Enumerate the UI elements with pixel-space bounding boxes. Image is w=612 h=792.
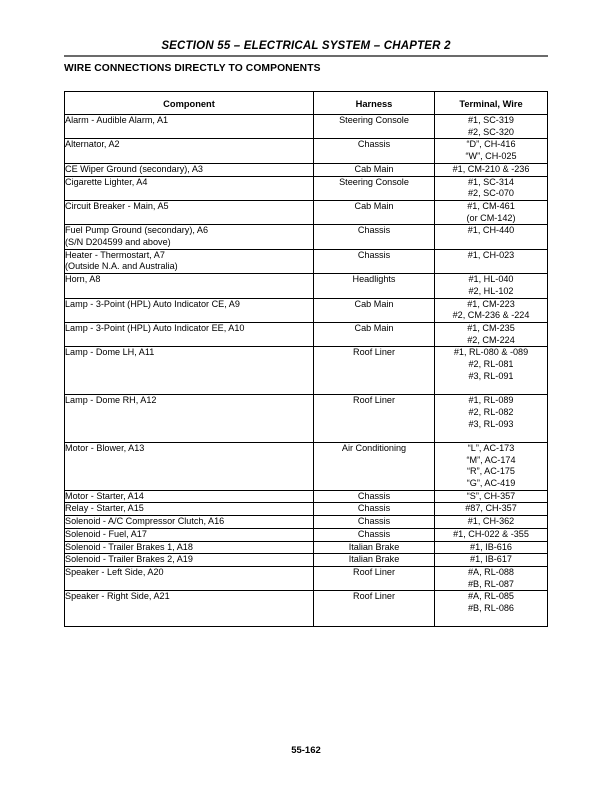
cell-line: #A, RL-085: [467, 591, 514, 602]
table-row: [65, 139, 548, 163]
table-row: [65, 503, 548, 516]
cell-spacer: [65, 419, 313, 431]
cell-component: [65, 274, 314, 298]
cell-component: [65, 115, 314, 139]
cell-harness: [314, 554, 435, 567]
cell-line: Cab Main: [354, 163, 394, 174]
cell-line: Chassis: [357, 490, 391, 501]
cell-component: [65, 541, 314, 554]
cell-spacer: [65, 151, 313, 163]
cell-line: Chassis: [357, 139, 391, 150]
cell-terminal: [435, 490, 548, 503]
cell-line: #1, SC-319: [467, 115, 514, 125]
cell-line: Motor - Starter, A14: [65, 490, 144, 501]
cell-line: Cab Main: [354, 200, 394, 211]
table-row: [65, 347, 548, 395]
cell-line: #B, RL-087: [467, 578, 514, 589]
cell-component: [65, 503, 314, 516]
cell-harness: [314, 591, 435, 627]
cell-spacer: [65, 213, 313, 225]
cell-component: [65, 490, 314, 503]
cell-line: #1, CM-210 & -236: [452, 163, 530, 174]
cell-line: “R”, AC-175: [466, 466, 515, 477]
cell-line: Roof Liner: [353, 347, 395, 358]
table-row: [65, 225, 548, 249]
cell-spacer: [65, 579, 313, 591]
cell-line: #1, CH-023: [467, 249, 515, 260]
table-row: [65, 554, 548, 567]
cell-terminal: [435, 566, 548, 590]
cell-line: #3, RL-093: [468, 418, 514, 429]
cell-line: #1, HL-040: [468, 274, 514, 285]
cell-spacer: [65, 430, 313, 442]
cell-harness: [314, 347, 435, 395]
cell-line: #2, CM-236 & -224: [452, 310, 530, 321]
cell-terminal: [435, 347, 548, 395]
cell-component: [65, 528, 314, 541]
cell-line: Relay - Starter, A15: [65, 503, 144, 514]
cell-spacer: [65, 455, 313, 467]
cell-line: Fuel Pump Ground (secondary), A6: [65, 225, 209, 236]
cell-terminal: [435, 163, 548, 176]
cell-line: Chassis: [357, 516, 391, 527]
cell-line: #1, CM-461: [467, 200, 515, 211]
cell-line: Solenoid - Trailer Brakes 2, A19: [65, 554, 193, 565]
cell-component: [65, 347, 314, 395]
cell-line: (or CM-142): [466, 212, 516, 223]
cell-line: Horn, A8: [65, 274, 101, 285]
cell-spacer: [65, 478, 313, 490]
table-row: [65, 490, 548, 503]
cell-line: Chassis: [357, 503, 391, 514]
column-header-harness: Harness: [314, 92, 435, 115]
cell-spacer: [65, 188, 313, 200]
cell-line: #A, RL-088: [467, 566, 514, 577]
cell-line: (S/N D204599 and above): [65, 237, 171, 248]
cell-line: #3, RL-091: [468, 370, 514, 381]
cell-harness: [314, 442, 435, 490]
cell-line: Roof Liner: [353, 566, 395, 577]
cell-terminal: [435, 139, 548, 163]
cell-line: Chassis: [357, 225, 391, 236]
cell-terminal: [435, 200, 548, 224]
cell-line: Solenoid - A/C Compressor Clutch, A16: [65, 516, 225, 527]
cell-line: “G”, AC-419: [466, 478, 516, 488]
cell-spacer: [65, 359, 313, 371]
cell-line: #87, CH-357: [465, 503, 517, 514]
cell-line: Italian Brake: [348, 541, 400, 552]
table-row: [65, 322, 548, 346]
cell-terminal: [435, 503, 548, 516]
cell-line: “M”, AC-174: [466, 454, 516, 465]
cell-line: Steering Console: [339, 115, 409, 125]
column-header-component: Component: [65, 92, 314, 115]
cell-line: #1, RL-080 & -089: [453, 347, 529, 358]
cell-line: Chassis: [357, 528, 391, 539]
cell-line: Lamp - Dome LH, A11: [65, 347, 155, 358]
cell-harness: [314, 176, 435, 200]
table-row: [65, 591, 548, 627]
cell-harness: [314, 200, 435, 224]
cell-component: [65, 554, 314, 567]
section-title: WIRE CONNECTIONS DIRECTLY TO COMPONENTS: [64, 63, 321, 74]
cell-harness: [314, 225, 435, 249]
cell-line: #2, CM-224: [467, 334, 515, 345]
cell-line: “W”, CH-025: [465, 151, 517, 162]
cell-terminal: [435, 274, 548, 298]
cell-component: [65, 322, 314, 346]
cell-harness: [314, 516, 435, 529]
cell-component: [65, 139, 314, 163]
cell-terminal: [435, 115, 548, 139]
cell-terminal: [435, 442, 548, 490]
cell-line: #1, SC-314: [467, 176, 514, 187]
cell-component: [65, 591, 314, 627]
cell-line: #1, IB-617: [470, 554, 512, 565]
cell-line: Alarm - Audible Alarm, A1: [65, 115, 169, 125]
cell-component: [65, 442, 314, 490]
cell-line: (Outside N.A. and Australia): [65, 261, 178, 272]
cell-component: [65, 395, 314, 443]
cell-line: Solenoid - Trailer Brakes 1, A18: [65, 541, 193, 552]
cell-harness: [314, 503, 435, 516]
cell-line: “L”, AC-173: [467, 442, 515, 453]
cell-line: Cab Main: [354, 322, 394, 333]
table-row: [65, 298, 548, 322]
cell-terminal: [435, 249, 548, 273]
cell-line: Italian Brake: [348, 554, 400, 565]
cell-line: Lamp - Dome RH, A12: [65, 395, 157, 406]
cell-line: Air Conditioning: [341, 442, 407, 453]
cell-line: Speaker - Right Side, A21: [65, 591, 170, 602]
cell-harness: [314, 395, 435, 443]
cell-line: #2, SC-070: [467, 188, 514, 199]
cell-line: Lamp - 3-Point (HPL) Auto Indicator EE, A10: [65, 322, 245, 333]
header-rule: [64, 55, 548, 57]
cell-component: [65, 566, 314, 590]
cell-line: “D”, CH-416: [466, 139, 516, 150]
table-row: [65, 395, 548, 443]
cell-spacer: [65, 382, 313, 394]
column-header-terminal-wire: Terminal, Wire: [435, 92, 548, 115]
cell-spacer: [65, 286, 313, 298]
cell-harness: [314, 115, 435, 139]
table-row: [65, 442, 548, 490]
cell-component: [65, 176, 314, 200]
cell-line: Heater - Thermostart, A7: [65, 249, 165, 260]
page-number: 55-162: [291, 745, 321, 756]
cell-component: [65, 163, 314, 176]
cell-component: [65, 249, 314, 273]
table-row: [65, 163, 548, 176]
cell-terminal: [435, 516, 548, 529]
cell-line: Circuit Breaker - Main, A5: [65, 200, 169, 211]
table-row: [65, 541, 548, 554]
cell-spacer: [65, 335, 313, 347]
cell-line: Cab Main: [354, 298, 394, 309]
cell-terminal: [435, 298, 548, 322]
cell-terminal: [435, 528, 548, 541]
cell-terminal: [435, 176, 548, 200]
cell-line: #2, RL-081: [468, 359, 514, 370]
table-row: [65, 516, 548, 529]
cell-line: “S”, CH-357: [466, 490, 516, 501]
cell-harness: [314, 490, 435, 503]
cell-harness: [314, 249, 435, 273]
cell-line: Roof Liner: [353, 395, 395, 406]
cell-line: #B, RL-086: [467, 603, 514, 614]
cell-line: #1, RL-089: [468, 395, 514, 406]
table-row: [65, 115, 548, 139]
table-row: [65, 249, 548, 273]
cell-line: #1, CM-223: [467, 298, 515, 309]
cell-component: [65, 298, 314, 322]
cell-line: #1, CH-022 & -355: [453, 528, 529, 539]
cell-line: Roof Liner: [353, 591, 395, 602]
running-header-title: SECTION 55 – ELECTRICAL SYSTEM – CHAPTER 2: [161, 40, 451, 52]
wire-connections-table: [64, 91, 548, 627]
cell-spacer: [65, 615, 313, 627]
cell-line: Lamp - 3-Point (HPL) Auto Indicator CE, A9: [65, 298, 240, 309]
cell-harness: [314, 528, 435, 541]
cell-terminal: [435, 395, 548, 443]
cell-line: #1, IB-616: [470, 541, 512, 552]
cell-terminal: [435, 541, 548, 554]
cell-line: #1, CM-235: [467, 322, 515, 333]
cell-terminal: [435, 591, 548, 627]
table-body: [65, 115, 548, 627]
cell-line: #2, HL-102: [468, 285, 514, 296]
table-row: [65, 566, 548, 590]
cell-line: Solenoid - Fuel, A17: [65, 528, 147, 539]
cell-spacer: [65, 127, 313, 139]
table-row: [65, 176, 548, 200]
cell-terminal: [435, 554, 548, 567]
cell-spacer: [65, 310, 313, 322]
cell-spacer: [65, 603, 313, 615]
cell-spacer: [65, 466, 313, 478]
cell-line: #1, CH-440: [467, 225, 515, 236]
cell-component: [65, 200, 314, 224]
cell-line: Motor - Blower, A13: [65, 442, 145, 453]
cell-component: [65, 516, 314, 529]
table-row: [65, 200, 548, 224]
cell-harness: [314, 274, 435, 298]
table-header-row: [65, 92, 548, 115]
cell-line: Headlights: [352, 274, 396, 285]
cell-line: Steering Console: [339, 176, 409, 187]
cell-line: Chassis: [357, 249, 391, 260]
cell-harness: [314, 139, 435, 163]
cell-harness: [314, 322, 435, 346]
cell-harness: [314, 298, 435, 322]
cell-terminal: [435, 322, 548, 346]
cell-line: #1, CH-362: [467, 516, 515, 527]
cell-spacer: [65, 371, 313, 383]
cell-terminal: [435, 225, 548, 249]
cell-spacer: [65, 407, 313, 419]
cell-harness: [314, 163, 435, 176]
cell-line: Speaker - Left Side, A20: [65, 566, 164, 577]
cell-line: Alternator, A2: [65, 139, 120, 150]
table-row: [65, 274, 548, 298]
running-header: [64, 36, 548, 54]
cell-component: [65, 225, 314, 249]
cell-line: #2, SC-320: [467, 126, 514, 137]
table-row: [65, 528, 548, 541]
cell-line: CE Wiper Ground (secondary), A3: [65, 163, 203, 174]
cell-harness: [314, 566, 435, 590]
cell-line: #2, RL-082: [468, 406, 514, 417]
cell-line: Cigarette Lighter, A4: [65, 176, 148, 187]
cell-harness: [314, 541, 435, 554]
